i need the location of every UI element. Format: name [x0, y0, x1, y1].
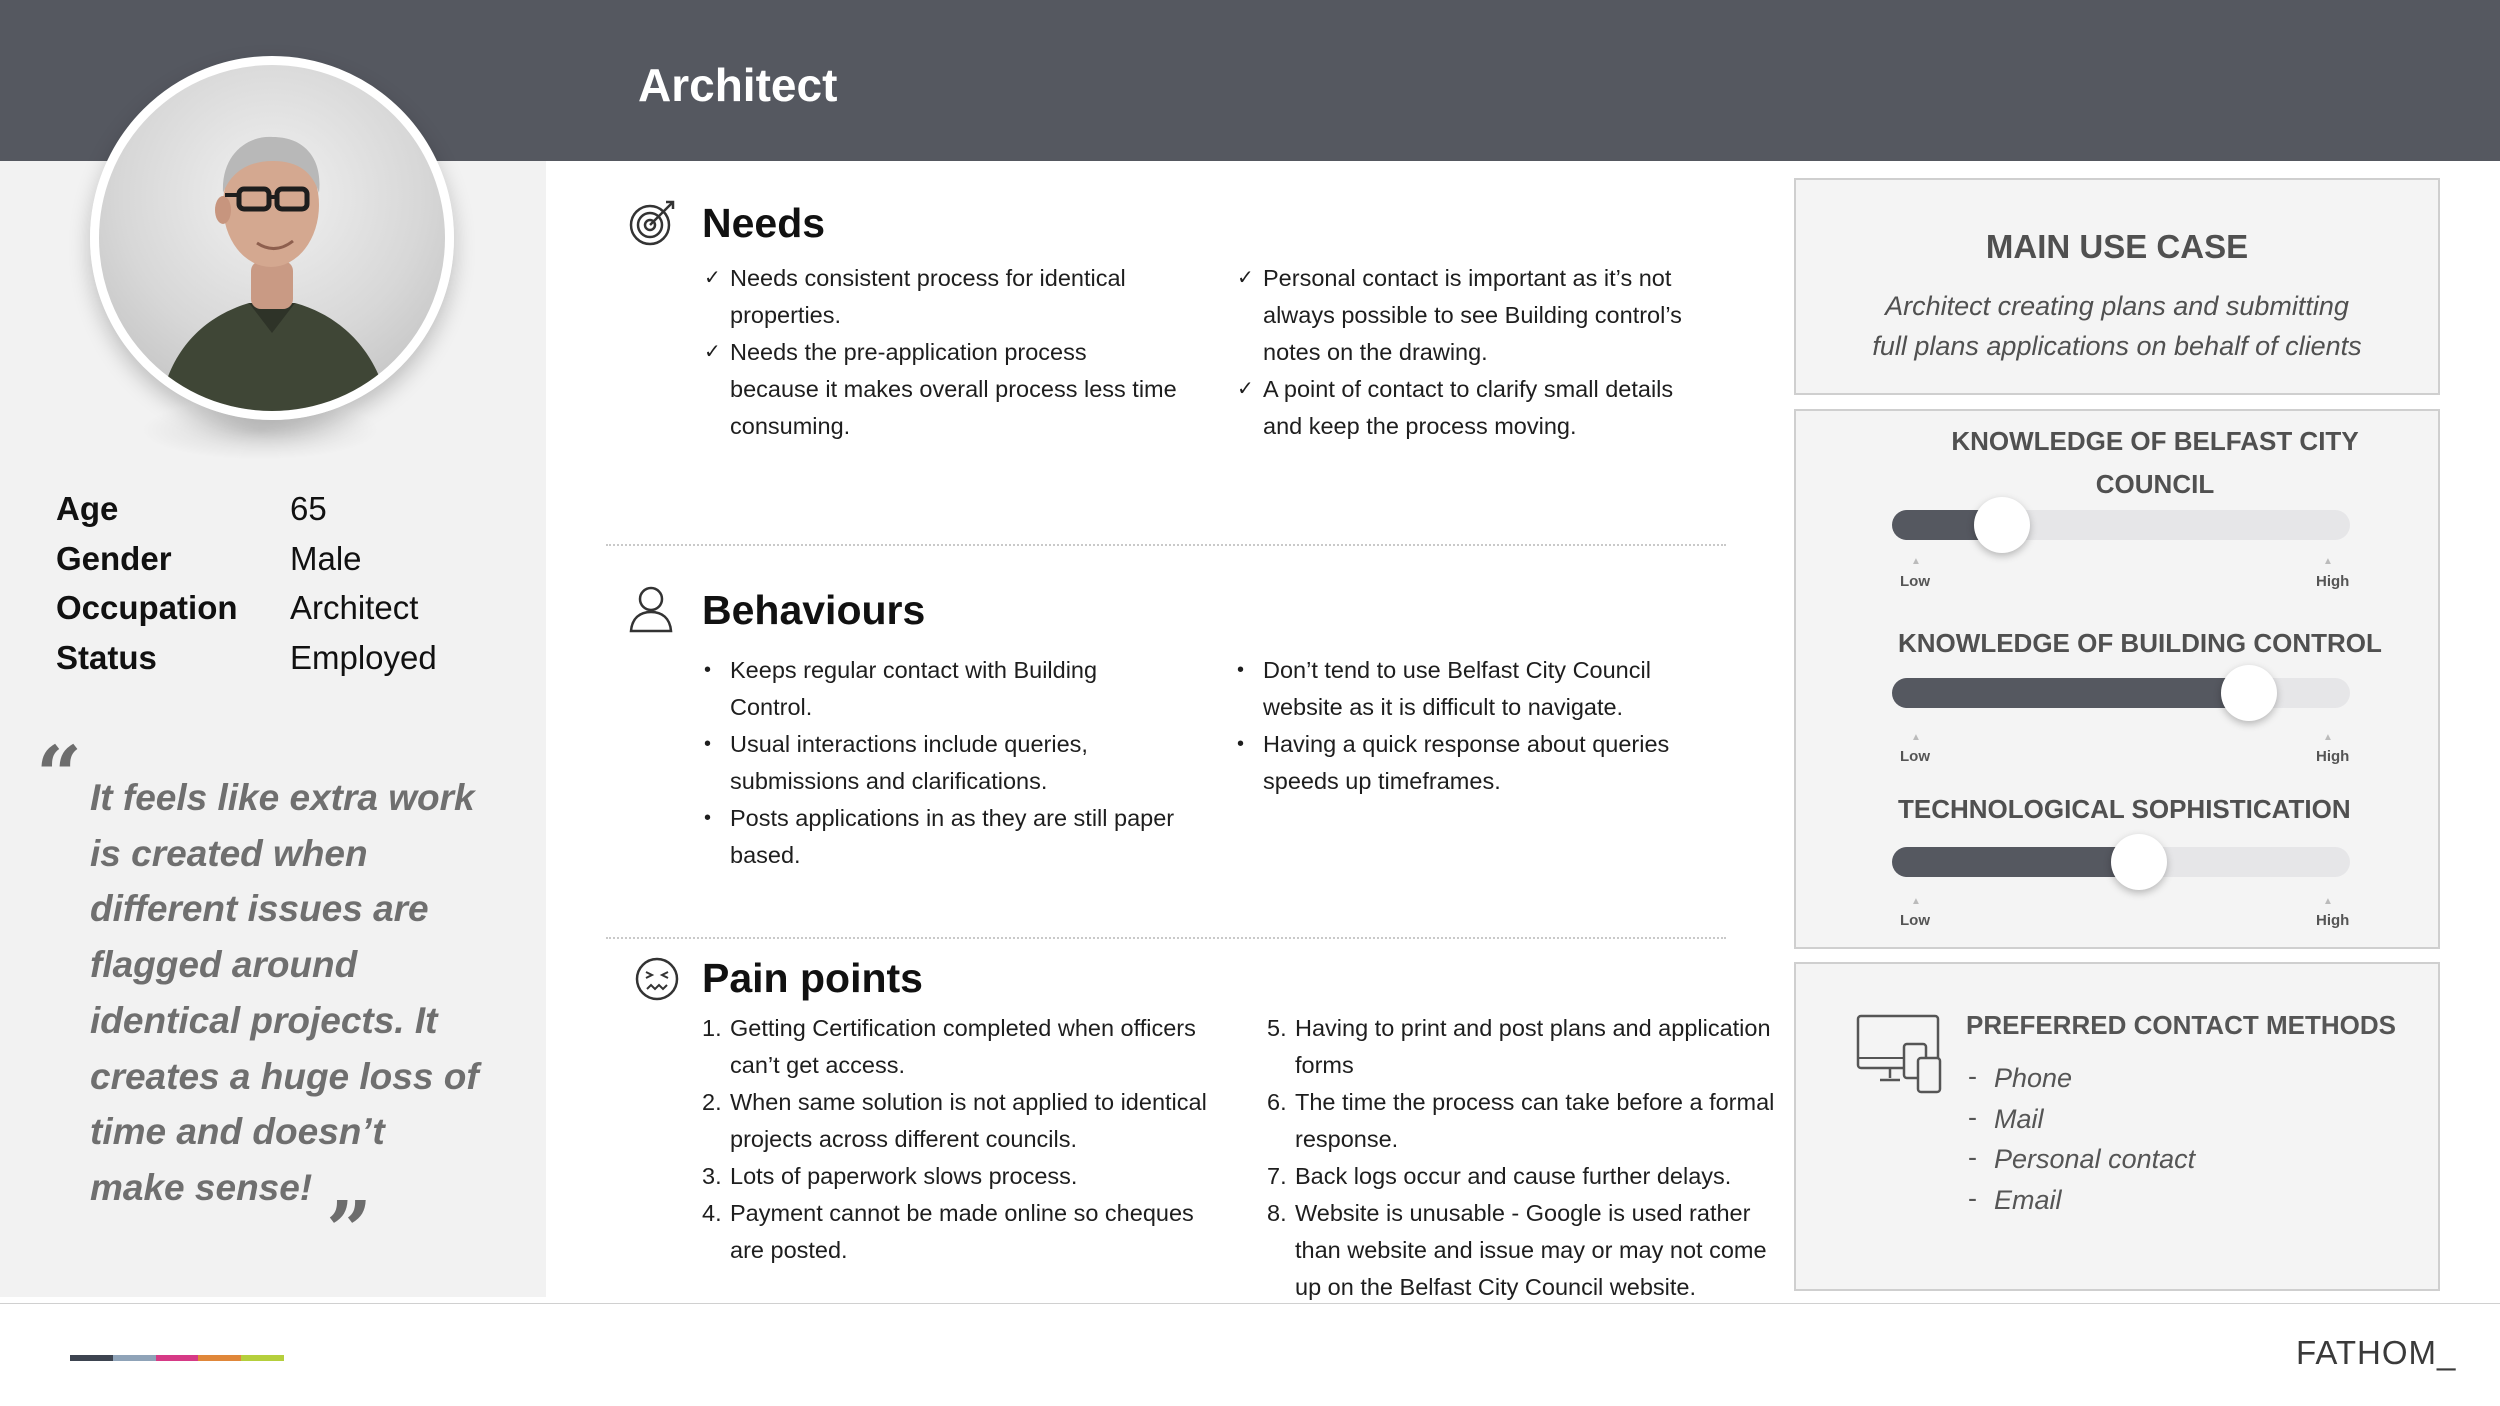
slider-low-label: Low: [1900, 912, 1930, 929]
behaviours-list-right: [1237, 652, 1757, 800]
list-item: [704, 1084, 1244, 1158]
list-item-line: Personal contact is important as it’s not: [1263, 265, 1672, 291]
list-item-line: than website and issue may or may not come: [1295, 1237, 1767, 1263]
list-item-line: and keep the process moving.: [1263, 413, 1577, 439]
list-number: 8.: [1267, 1200, 1287, 1226]
list-item: [704, 260, 1224, 334]
slider-fill: [1892, 847, 2139, 877]
list-item: [704, 1010, 1244, 1084]
behaviours-heading: Behaviours: [702, 587, 926, 633]
main-use-case-box: [1794, 178, 2440, 395]
color-swatch: [113, 1355, 156, 1361]
quote-line: flagged around: [90, 944, 358, 986]
footer-divider: [0, 1303, 2500, 1304]
list-item-line: Payment cannot be made online so cheques: [730, 1200, 1194, 1226]
list-item-line: forms: [1295, 1052, 1354, 1078]
list-item-line: Back logs occur and cause further delays.: [1295, 1163, 1732, 1189]
profile-label: Gender: [56, 540, 172, 577]
contact-method-label: Personal contact: [1994, 1144, 2196, 1174]
avatar: [90, 56, 454, 420]
bullet-mark: •: [1237, 659, 1245, 681]
list-item: [1269, 1010, 1799, 1084]
list-number: 5.: [1267, 1015, 1287, 1041]
slider-title-line: TECHNOLOGICAL SOPHISTICATION: [1898, 794, 2351, 824]
quote-line: time and doesn’t: [90, 1111, 385, 1153]
bullet-mark: •: [704, 807, 712, 829]
contact-method-label: Email: [1994, 1184, 2062, 1215]
list-item: [1237, 260, 1757, 371]
contact-methods-title: PREFERRED CONTACT METHODS: [1966, 1010, 2396, 1040]
persona-photo: [99, 65, 445, 411]
slider-high-label: High: [2316, 573, 2350, 590]
profile-value: Male: [290, 540, 362, 577]
quote-line: make sense!: [90, 1166, 313, 1208]
list-item-line: properties.: [730, 302, 842, 328]
brand-logo: FATHOM_: [2296, 1334, 2457, 1371]
list-number: 1.: [702, 1015, 722, 1041]
dash-mark: -: [1968, 1101, 1977, 1132]
slider-knob[interactable]: [1974, 497, 2030, 553]
slider-knob[interactable]: [2221, 665, 2277, 721]
list-item-line: submissions and clarifications.: [730, 768, 1048, 794]
bullet-mark: •: [1237, 733, 1245, 755]
list-number: 6.: [1267, 1089, 1287, 1115]
slider-track-belfast-website: [1892, 510, 2350, 540]
list-item-line: The time the process can take before a formal: [1295, 1089, 1775, 1115]
list-item-line: Needs consistent process for identical: [730, 265, 1126, 291]
list-item: [1237, 726, 1757, 800]
needs-list-right: [1237, 260, 1757, 445]
list-number: 3.: [702, 1163, 722, 1189]
slider-knob[interactable]: [2111, 834, 2167, 890]
main-use-case-line: full plans applications on behalf of clients: [1872, 331, 2362, 361]
color-swatch: [70, 1355, 113, 1361]
list-item-line: because it makes overall process less time: [730, 376, 1177, 402]
section-divider: [606, 937, 1726, 939]
contact-method-label: Mail: [1994, 1103, 2044, 1134]
slider-title-building-control: [1880, 622, 2420, 665]
list-item: [704, 800, 1224, 874]
list-item-line: can’t get access.: [730, 1052, 906, 1078]
list-item-line: up on the Belfast City Council website.: [1295, 1274, 1697, 1300]
main-use-case-title: MAIN USE CASE: [1985, 228, 2249, 265]
list-item: [1237, 652, 1757, 726]
open-quote-mark: “: [36, 728, 83, 822]
contact-method-item: [1968, 1139, 2195, 1180]
slider-fill: [1892, 678, 2249, 708]
caret-up-icon: ▲: [1911, 896, 1921, 907]
pain-points-list-left: [704, 1010, 1244, 1269]
quote-line: is created when: [90, 832, 368, 874]
list-item-line: notes on the drawing.: [1263, 339, 1488, 365]
profile-label: Age: [56, 490, 119, 527]
list-item-line: always possible to see Building control’s: [1263, 302, 1682, 328]
list-number: 4.: [702, 1200, 722, 1226]
main-use-case-line: Architect creating plans and submitting: [1885, 291, 2349, 321]
check-mark: ✓: [704, 267, 721, 289]
check-mark: ✓: [704, 341, 721, 363]
slider-high-label: High: [2316, 912, 2350, 929]
list-number: 2.: [702, 1089, 722, 1115]
list-item-line: are posted.: [730, 1237, 848, 1263]
slider-low-label: Low: [1900, 748, 1930, 765]
list-item: [704, 1195, 1244, 1269]
slider-low-label: Low: [1900, 573, 1930, 590]
profile-value: Architect: [290, 589, 419, 626]
behaviours-list-left: [704, 652, 1224, 874]
slider-track-building-control: [1892, 678, 2350, 708]
list-item: [704, 726, 1224, 800]
contact-methods-list: [1968, 1058, 2195, 1220]
list-item: [1269, 1195, 1799, 1306]
contact-method-label: Phone: [1994, 1063, 2073, 1093]
persona-quote: [90, 770, 530, 1216]
list-item-line: Having to print and post plans and application: [1295, 1015, 1771, 1041]
person-icon: [628, 584, 674, 634]
color-swatch: [198, 1355, 241, 1361]
quote-line: It feels like extra work: [90, 777, 475, 818]
profile-label: Status: [56, 639, 157, 676]
contact-method-item: [1968, 1099, 2195, 1140]
profile-value: Employed: [290, 639, 437, 676]
brand-color-bar: [70, 1355, 284, 1361]
profile-value: 65: [290, 490, 327, 527]
close-quote-mark: ”: [326, 1183, 373, 1277]
quote-line: identical projects. It: [90, 999, 438, 1041]
caret-up-icon: ▲: [1911, 556, 1921, 567]
pain-points-list-right: [1269, 1010, 1799, 1306]
bullet-mark: •: [704, 659, 712, 681]
slider-high-label: High: [2316, 748, 2350, 765]
list-item-line: A point of contact to clarify small details: [1263, 376, 1674, 402]
color-swatch: [241, 1355, 284, 1361]
list-item-line: based.: [730, 842, 801, 868]
slider-track-tech-sophistication: [1892, 847, 2350, 877]
list-item-line: response.: [1295, 1126, 1399, 1152]
section-divider: [606, 544, 1726, 546]
profile-label: Occupation: [56, 589, 238, 626]
page-title: Architect: [638, 59, 838, 111]
main-use-case-description: [1816, 286, 2418, 366]
frustrated-face-icon: [634, 956, 680, 1002]
color-swatch: [156, 1355, 199, 1361]
list-item: [1269, 1084, 1799, 1158]
list-item-line: Having a quick response about queries: [1263, 731, 1670, 757]
list-item-line: Needs the pre-application process: [730, 339, 1087, 365]
list-item-line: Usual interactions include queries,: [730, 731, 1088, 757]
contact-method-item: [1968, 1058, 2195, 1099]
devices-icon: [1856, 1014, 1944, 1094]
caret-up-icon: ▲: [1911, 732, 1921, 743]
check-mark: ✓: [1237, 267, 1254, 289]
contact-method-item: [1968, 1180, 2195, 1221]
check-mark: ✓: [1237, 378, 1254, 400]
list-item: [704, 1158, 1244, 1195]
list-item-line: website as it is difficult to navigate.: [1263, 694, 1624, 720]
list-item: [704, 652, 1224, 726]
slider-title-line: KNOWLEDGE OF BUILDING CONTROL: [1898, 628, 2382, 658]
dash-mark: -: [1968, 1142, 1977, 1172]
bullet-mark: •: [704, 733, 712, 755]
quote-line: creates a huge loss of: [90, 1055, 479, 1097]
list-item-line: Lots of paperwork slows process.: [730, 1163, 1078, 1189]
caret-up-icon: ▲: [2323, 896, 2333, 907]
list-item-line: consuming.: [730, 413, 851, 439]
list-item-line: Control.: [730, 694, 813, 720]
list-item: [704, 334, 1224, 445]
list-item-line: speeds up timeframes.: [1263, 768, 1501, 794]
slider-title-line: KNOWLEDGE OF BELFAST CITY COUNCIL: [1951, 426, 2359, 499]
list-item-line: When same solution is not applied to identical: [730, 1089, 1207, 1115]
dash-mark: -: [1968, 1061, 1977, 1091]
list-item-line: Website is unusable - Google is used rather: [1295, 1200, 1751, 1226]
dash-mark: -: [1968, 1182, 1977, 1213]
list-item-line: Posts applications in as they are still paper: [730, 805, 1175, 831]
target-icon: [628, 198, 678, 248]
caret-up-icon: ▲: [2323, 556, 2333, 567]
pain-points-heading: Pain points: [702, 955, 923, 1001]
list-number: 7.: [1267, 1163, 1287, 1189]
needs-heading: Needs: [702, 200, 826, 246]
list-item-line: Getting Certification completed when officers: [730, 1015, 1196, 1041]
list-item-line: Keeps regular contact with Building: [730, 657, 1098, 683]
list-item-line: Don’t tend to use Belfast City Council: [1263, 657, 1651, 683]
slider-title-tech-sophistication: [1880, 788, 2420, 831]
list-item: [1237, 371, 1757, 445]
quote-line: different issues are: [90, 888, 429, 930]
caret-up-icon: ▲: [2323, 732, 2333, 743]
needs-list-left: [704, 260, 1224, 445]
list-item-line: projects across different councils.: [730, 1126, 1078, 1152]
list-item: [1269, 1158, 1799, 1195]
